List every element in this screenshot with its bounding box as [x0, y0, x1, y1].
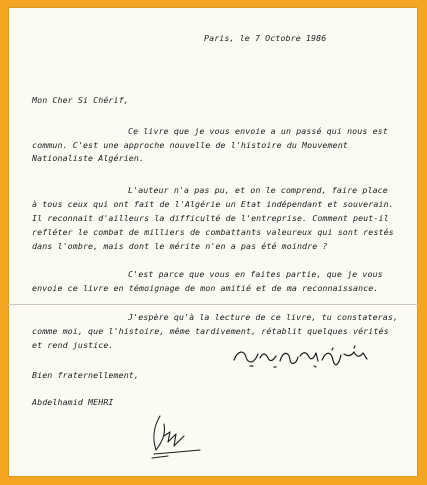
date-line: Paris, le 7 Octobre 1986 [204, 33, 327, 43]
handwritten-signature [148, 412, 208, 462]
signer-name: Abdelhamid MEHRI [32, 397, 114, 407]
salutation: Mon Cher Si Chérif, [32, 95, 129, 105]
paragraph-3-line-1: C'est parce que vous en faites partie, que je vous [128, 269, 383, 279]
paragraph-4-line-2: comme moi, que l'histoire, même tardivement, rétablit quelques vérités [32, 326, 389, 336]
paragraph-1-line-2: commun. C'est une approche nouvelle de l'histoire du Mouvement [32, 140, 348, 150]
paragraph-2-line-5: dans l'ombre, mais dont le mérite n'en a pas été moindre ? [32, 241, 328, 251]
paragraph-4-line-3: et rend justice. [32, 340, 114, 350]
paragraph-1-line-3: Nationaliste Algérien. [32, 153, 145, 163]
paragraph-2-line-3: Il reconnait d'ailleurs la difficulté de l'entreprise. Comment peut-il [32, 213, 389, 223]
arabic-handwritten-signature [230, 342, 375, 372]
paragraph-3-line-2: envoie ce livre en témoignage de mon amitié et de ma reconnaissance. [32, 283, 379, 293]
paragraph-2-line-1: L'auteur n'a pas pu, et on le comprend, faire place [128, 185, 388, 195]
paragraph-1-line-1: Ce livre que je vous envoie a un passé qui nous est [128, 126, 388, 136]
fold-line [8, 304, 418, 305]
paragraph-2-line-2: à tous ceux qui ont fait de l'Algérie un Etat indépendant et souverain. [32, 199, 394, 209]
paragraph-4-line-1: J'espère qu'à la lecture de ce livre, tu constateras, [128, 312, 399, 322]
letter-page [8, 7, 418, 477]
closing: Bien fraternellement, [32, 370, 139, 380]
paragraph-2-line-4: refléter le combat de milliers de combattants valeureux qui sont restés [32, 227, 394, 237]
